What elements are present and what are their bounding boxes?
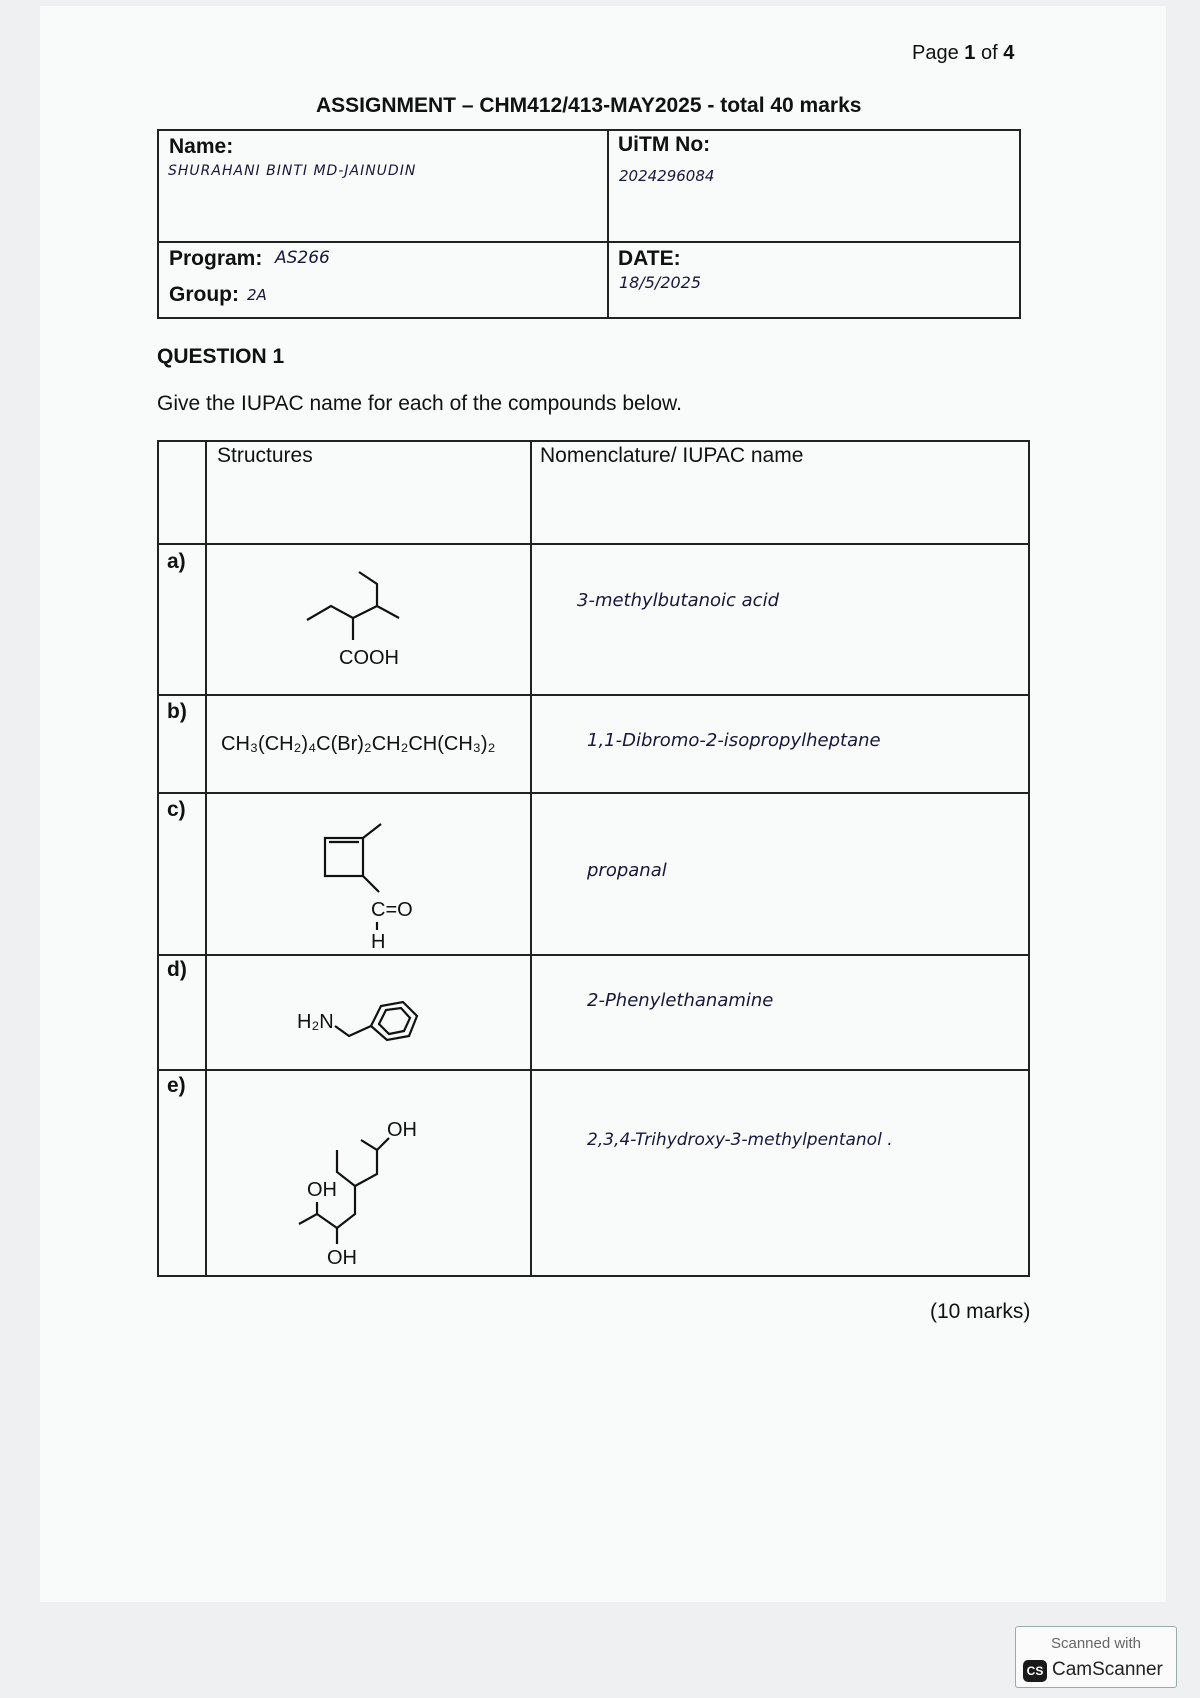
- structure-a-cooh: COOH: [339, 647, 399, 669]
- program-value: AS266: [275, 248, 330, 268]
- nomenclature-table: [157, 440, 1030, 1277]
- row-label-e: e): [167, 1074, 186, 1097]
- row-label-b: b): [167, 700, 187, 723]
- name-value: SHURAHANI BINTI MD-JAINUDIN: [168, 163, 417, 179]
- program-label: Program:: [169, 247, 263, 270]
- date-value: 18/5/2025: [619, 273, 702, 292]
- date-label: DATE:: [618, 247, 681, 270]
- page-number: Page 1 of 4: [912, 42, 1015, 64]
- structure-e-oh-2: OH: [307, 1179, 337, 1201]
- structure-c-carbonyl: C=O: [371, 899, 413, 921]
- answer-a: 3-methylbutanoic acid: [577, 590, 779, 611]
- scanned-with-text: Scanned with: [1050, 1635, 1142, 1652]
- row-label-c: c): [167, 798, 186, 821]
- structure-c: [317, 820, 437, 960]
- camscanner-logo-icon: CS: [1023, 1660, 1047, 1682]
- structure-e-oh-1: OH: [387, 1119, 417, 1141]
- marks-label: (10 marks): [930, 1300, 1031, 1323]
- group-label: Group:: [169, 283, 239, 306]
- answer-d: 2-Phenylethanamine: [587, 990, 774, 1011]
- answer-b: 1,1-Dibromo-2-isopropylheptane: [587, 730, 881, 751]
- row-label-a: a): [167, 550, 186, 573]
- row-label-d: d): [167, 958, 187, 981]
- uitm-no-value: 2024296084: [619, 167, 715, 185]
- uitm-no-label: UiTM No:: [618, 133, 711, 156]
- assignment-title: ASSIGNMENT – CHM412/413-MAY2025 - total 40 marks: [316, 94, 862, 117]
- structure-b-formula: CH₃(CH₂)₄C(Br)₂CH₂CH(CH₃)₂: [221, 733, 496, 755]
- question-instruction: Give the IUPAC name for each of the compounds below.: [157, 392, 682, 415]
- structure-d: [297, 980, 457, 1060]
- group-value: 2A: [247, 286, 267, 304]
- structure-e-oh-3: OH: [327, 1247, 357, 1269]
- column-header-structures: Structures: [217, 444, 313, 467]
- structure-c-h: H: [371, 931, 386, 953]
- structure-e: [287, 1090, 457, 1270]
- structure-a: [307, 570, 427, 690]
- structure-d-amine: H₂N: [297, 1011, 334, 1033]
- student-info-table: [157, 129, 1021, 319]
- name-label: Name:: [169, 135, 234, 158]
- camscanner-badge: [1015, 1626, 1177, 1688]
- answer-e: 2,3,4-Trihydroxy-3-methylpentanol .: [587, 1130, 893, 1150]
- column-header-iupac: Nomenclature/ IUPAC name: [540, 444, 804, 467]
- question-heading: QUESTION 1: [157, 345, 285, 368]
- answer-c: propanal: [587, 860, 667, 881]
- camscanner-name: CamScanner: [1052, 1659, 1163, 1680]
